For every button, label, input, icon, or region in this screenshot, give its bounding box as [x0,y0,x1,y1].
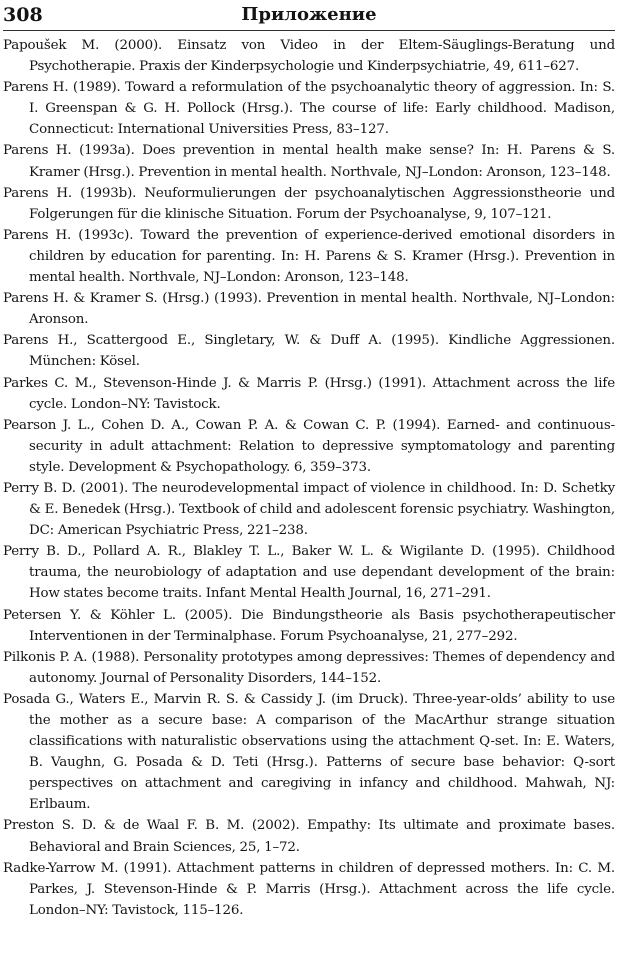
reference-entry: Pilkonis P. A. (1988). Personality prototypes among depressives: Themes of dependency and autonomy. Journal of Personality Disorders, 144–152. [3,649,615,686]
page-header [3,2,615,31]
reference-entry: Perry B. D. (2001). The neurodevelopmental impact of violence in childhood. In: D. Schetky & E. Benedek (Hrsg.). Textbook of child and adolescent forensic psychiatry. Washington, DC: American Psychiatric Press, 221–238. [3,480,615,539]
reference-entry: Parens H. & Kramer S. (Hrsg.) (1993). Prevention in mental health. Northvale, NJ–London: Aronson. [3,291,615,328]
reference-entry: Petersen Y. & Köhler L. (2005). Die Bindungstheorie als Basis psychotherapeutischer Interventionen in der Terminalphase. Forum Psychoanalyse, 21, 277–292. [3,607,615,644]
reference-entry: Parens H., Scattergood E., Singletary, W. & Duff A. (1995). Kindliche Aggressionen. München: Kösel. [3,333,615,370]
running-title: Приложение [241,4,377,25]
reference-entry: Parens H. (1989). Toward a reformulation of the psychoanalytic theory of aggression. In: S. I. Greenspan & G. H. Pollock (Hrsg.). The course of life: Early childhood. Madison, Connecticut: International Universities Press, 83–127. [3,80,615,138]
reference-entry: Radke-Yarrow M. (1991). Attachment patterns in children of depressed mothers. In: C. M. Parkes, J. Stevenson-Hinde & P. Marris (Hrsg.). Attachment across the life cycle. London–NY: Tavistock, 115–126. [3,860,615,918]
reference-entry: Preston S. D. & de Waal F. B. M. (2002). Empathy: Its ultimate and proximate bases. Behavioral and Brain Sciences, 25, 1–72. [3,818,615,855]
reference-entry: Pearson J. L., Cohen D. A., Cowan P. A. & Cowan C. P. (1994). Earned- and continuous-security in adult attachment: Relation to depressive symptomatology and parenting style. Development & Psychopathology. 6, 359–373. [3,417,615,475]
reference-entry: Parens H. (1993c). Toward the prevention of experience-derived emotional disorders in children by education for parenting. In: H. Parens & S. Kramer (Hrsg.). Prevention in mental health. Northvale, NJ–London: Aronson, 123–148. [3,227,615,286]
reference-entry: Parens H. (1993a). Does prevention in mental health make sense? In: H. Parens & S. Kramer (Hrsg.). Prevention in mental health. Northvale, NJ–London: Aronson, 123–148. [3,143,615,180]
reference-entry: Perry B. D., Pollard A. R., Blakley T. L., Baker W. L. & Wigilante D. (1995). Childhood trauma, the neurobiology of adaptation and use dependant development of the brain: How states become traits. Infant Mental Health Journal, 16, 271–291. [3,544,615,602]
reference-entry: Papoušek M. (2000). Einsatz von Video in der Eltem-Säuglings-Beratung und Psychotherapie. Praxis der Kinderpsychologie und Kinderpsychiatrie, 49, 611–627. [3,38,615,75]
reference-entry: Posada G., Waters E., Marvin R. S. & Cassidy J. (im Druck). Three-year-olds’ ability to use the mother as a secure base: A comparison of the MacArthur strange situation classifications with naturalistic observations using the attachment Q-set. In: E. Waters, B. Vaughn, G. Posada & D. Teti (Hrsg.). Patterns of secure base behavior: Q-sort perspectives on attachment and caregiving in infancy and childhood. Mahwah, NJ: Erlbaum. [3,691,615,813]
reference-entry: Parens H. (1993b). Neuformulierungen der psychoanalytischen Aggressionstheorie und Folgerungen für die klinische Situation. Forum der Psychoanalyse, 9, 107–121. [3,185,615,222]
bibliography-list [3,35,615,921]
page-number: 308 [3,4,43,26]
reference-entry: Parkes C. M., Stevenson-Hinde J. & Marris P. (Hrsg.) (1991). Attachment across the life cycle. London–NY: Tavistock. [3,375,615,412]
